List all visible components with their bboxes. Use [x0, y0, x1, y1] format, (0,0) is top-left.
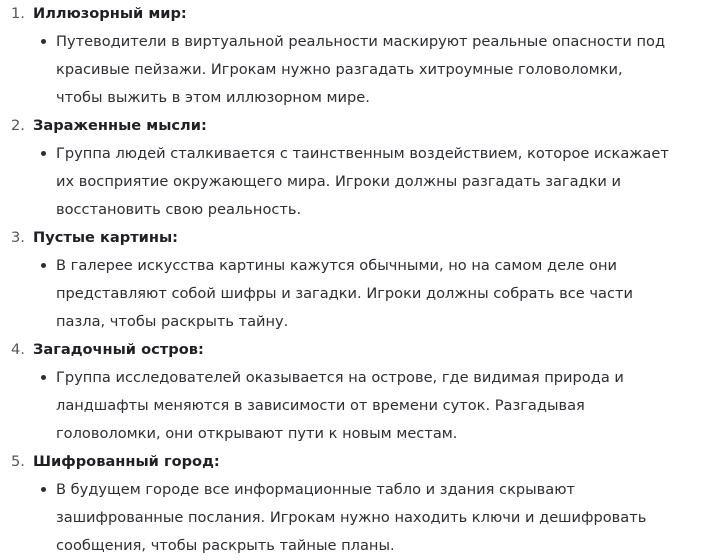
item-title: Шифрованный город:: [33, 453, 220, 470]
item-number: 1.: [11, 5, 25, 22]
item-number: 4.: [11, 341, 25, 358]
description-line: красивые пейзажи. Игрокам нужно разгадать хитроумные головоломки,: [56, 61, 623, 78]
item-number: 2.: [11, 117, 25, 134]
description-line: Группа исследователей оказывается на острове, где видимая природа и: [56, 369, 624, 386]
description-line: чтобы выжить в этом иллюзорном мире.: [56, 89, 370, 106]
item-title: Пустые картины:: [33, 229, 179, 246]
item-number: 5.: [11, 453, 25, 470]
bullet-icon: [41, 487, 46, 492]
description-line: представляют собой шифры и загадки. Игроки должны собрать все части: [56, 285, 633, 302]
description-line: зашифрованные послания. Игрокам нужно находить ключи и дешифровать: [56, 509, 647, 526]
item-number: 3.: [11, 229, 25, 246]
item-title: Зараженные мысли:: [33, 117, 207, 134]
bullet-icon: [41, 375, 46, 380]
description-line: восстановить свою реальность.: [56, 201, 302, 218]
item-description: [56, 28, 666, 112]
item-title: Иллюзорный мир:: [33, 5, 187, 22]
item-title: Загадочный остров:: [33, 341, 204, 358]
bullet-icon: [41, 39, 46, 44]
description-line: Путеводители в виртуальной реальности маскируют реальные опасности под: [56, 33, 666, 50]
description-line: сообщения, чтобы раскрыть тайные планы.: [56, 537, 395, 554]
bullet-icon: [41, 151, 46, 156]
item-description: [56, 140, 669, 224]
description-line: Группа людей сталкивается с таинственным воздействием, которое искажает: [56, 145, 669, 162]
item-description: [56, 252, 656, 336]
description-line: В галерее искусства картины кажутся обычными, но на самом деле они: [56, 257, 617, 274]
description-line: головоломки, они открывают пути к новым местам.: [56, 425, 458, 442]
description-line: ландшафты меняются в зависимости от времени суток. Разгадывая: [56, 397, 585, 414]
item-description: [56, 364, 656, 448]
description-line: пазла, чтобы раскрыть тайну.: [56, 313, 289, 330]
description-line: В будущем городе все информационные табло и здания скрывают: [56, 481, 575, 498]
bullet-icon: [41, 263, 46, 268]
description-line: их восприятие окружающего мира. Игроки должны разгадать загадки и: [56, 173, 622, 190]
item-description: [56, 476, 656, 560]
